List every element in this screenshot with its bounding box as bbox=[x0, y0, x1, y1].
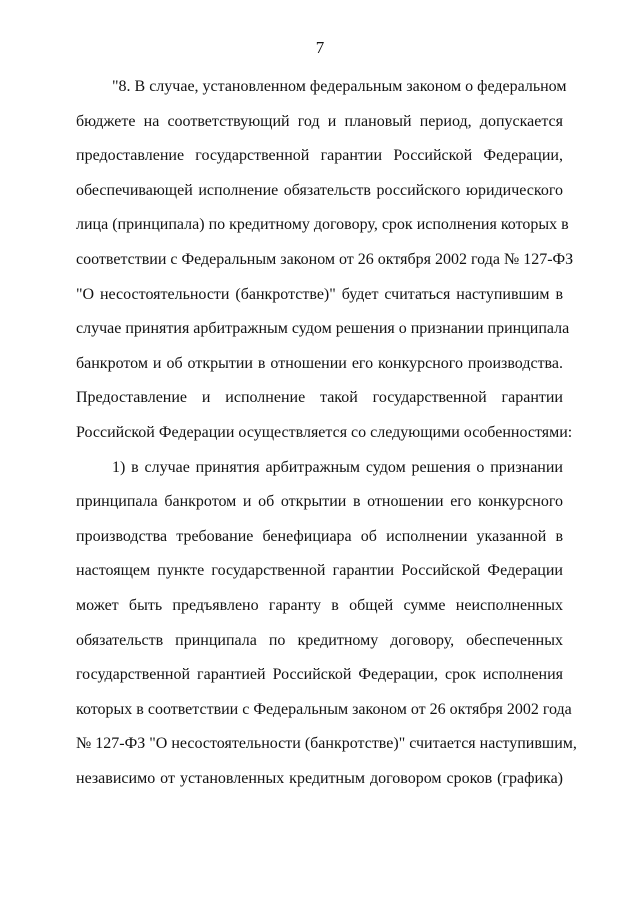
text-line: № 127-ФЗ "О несостоятельности (банкротстве)" считается наступившим, bbox=[76, 735, 577, 753]
text-line: соответствии с Федеральным законом от 26 октября 2002 года № 127-ФЗ bbox=[76, 250, 574, 268]
text-line: которых в соответствии с Федеральным законом от 26 октября 2002 года bbox=[76, 700, 572, 718]
text-line: государственной гарантией Российской Федерации, срок исполнения bbox=[76, 666, 563, 684]
text-line: Предоставление и исполнение такой государственной гарантии bbox=[76, 389, 563, 407]
text-line: 1) в случае принятия арбитражным судом решения о признании bbox=[112, 458, 563, 476]
text-line: настоящем пункте государственной гарантии Российской Федерации bbox=[76, 562, 563, 580]
document-body bbox=[76, 70, 577, 796]
text-line: "О несостоятельности (банкротстве)" будет считаться наступившим в bbox=[76, 285, 563, 303]
text-line: предоставление государственной гарантии Российской Федерации, bbox=[76, 147, 563, 165]
text-line: обеспечивающей исполнение обязательств российского юридического bbox=[76, 181, 563, 199]
text-line: Российской Федерации осуществляется со следующими особенностями: bbox=[76, 423, 573, 441]
text-line: лица (принципала) по кредитному договору, срок исполнения которых в bbox=[76, 216, 569, 234]
text-line: бюджете на соответствующий год и плановый период, допускается bbox=[76, 112, 563, 130]
text-line: принципала банкротом и об открытии в отношении его конкурсного bbox=[76, 493, 563, 511]
text-line: производства требование бенефициара об исполнении указанной в bbox=[76, 527, 563, 545]
text-line: может быть предъявлено гаранту в общей сумме неисполненных bbox=[76, 596, 563, 614]
text-line: независимо от установленных кредитным договором сроков (графика) bbox=[76, 769, 563, 787]
text-line: банкротом и об открытии в отношении его конкурсного производства. bbox=[76, 354, 563, 372]
text-line: случае принятия арбитражным судом решения о признании принципала bbox=[76, 320, 570, 338]
text-line: обязательств принципала по кредитному договору, обеспеченных bbox=[76, 631, 563, 649]
page-number: 7 bbox=[315, 38, 325, 57]
text-line: "8. В случае, установленном федеральным законом о федеральном bbox=[112, 78, 567, 95]
